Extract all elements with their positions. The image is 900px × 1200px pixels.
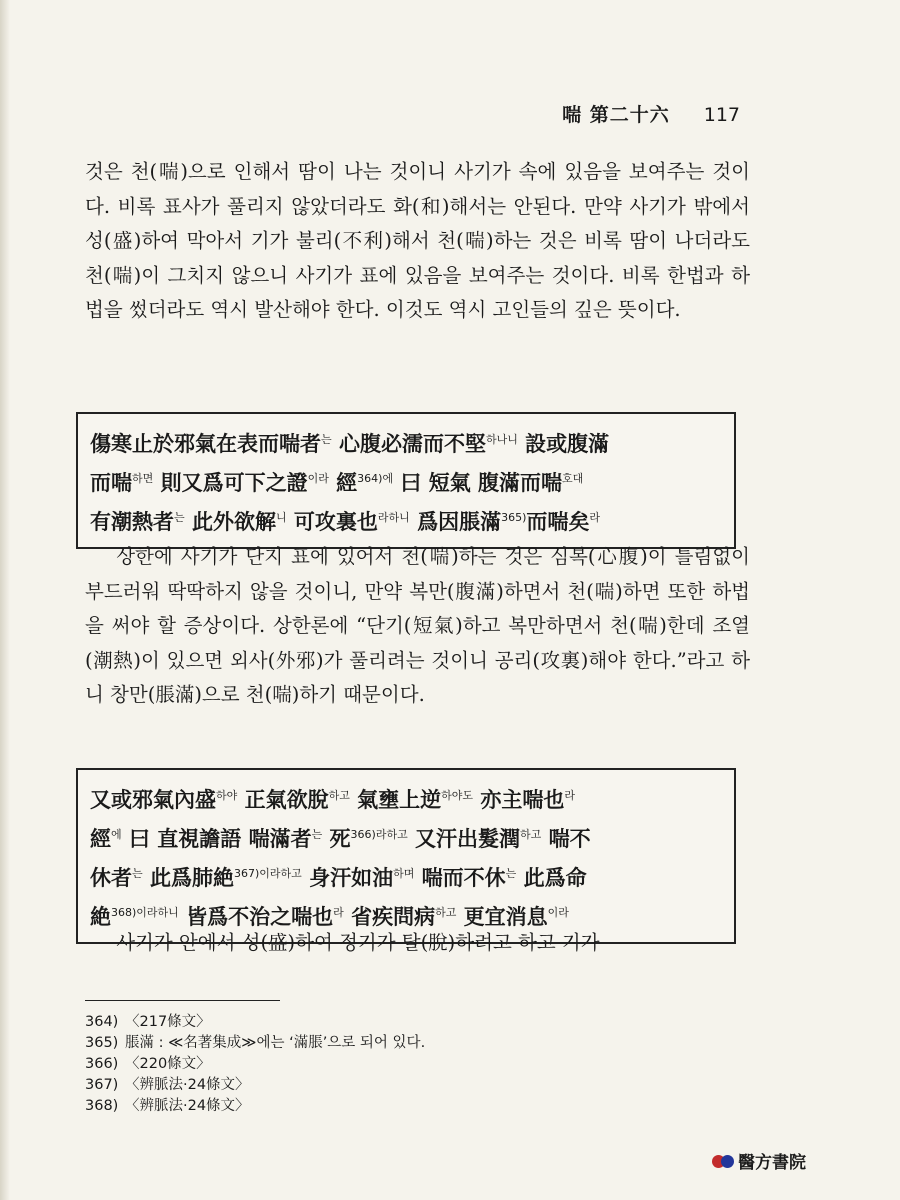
reading-suffix: 라하니 <box>377 511 410 524</box>
reading-suffix: 는 <box>311 828 323 841</box>
hanja-text: 此爲肺絶 <box>142 865 234 890</box>
hanja-text: 可攻裏也 <box>286 509 378 534</box>
hanja-text: 正氣欲脫 <box>237 787 329 812</box>
classical-text-line <box>90 856 722 895</box>
reading-suffix: 하고 <box>328 789 350 802</box>
classical-text-box-1 <box>76 412 736 549</box>
classical-text-line <box>90 422 722 461</box>
classical-text-line <box>90 778 722 817</box>
hanja-text: 爲因脹滿 <box>409 509 502 534</box>
footnote-item <box>85 1096 685 1117</box>
reading-suffix: 라 <box>564 789 575 802</box>
footnote-item <box>85 1075 685 1096</box>
hanja-text: 曰 短氣 腹滿而喘 <box>393 470 563 495</box>
hanja-text: 死 <box>322 826 351 851</box>
running-header <box>562 100 740 127</box>
reading-suffix: 하면 <box>132 472 154 485</box>
publisher-logo <box>712 1148 806 1173</box>
footnote-item <box>85 1054 685 1075</box>
hanja-text: 經 <box>90 826 111 851</box>
reading-suffix: 366) <box>350 828 376 841</box>
reading-suffix: 하며 <box>393 867 415 880</box>
hanja-text: 省疾問病 <box>343 904 436 929</box>
footnote-number: 367) <box>85 1077 119 1093</box>
hanja-text: 喘而不休 <box>414 865 506 890</box>
reading-suffix: 이라하니 <box>136 906 179 919</box>
footnote-number: 366) <box>85 1056 119 1072</box>
footnote-text: 〈辨脈法·24條文〉 <box>125 1077 250 1093</box>
page-number: 117 <box>703 104 740 126</box>
reading-suffix: 에 <box>382 472 394 485</box>
reading-suffix: 하고 <box>520 828 542 841</box>
reading-suffix: 호대 <box>562 472 584 485</box>
hanja-text: 氣壅上逆 <box>349 787 442 812</box>
reading-suffix: 는 <box>174 511 185 524</box>
reading-suffix: 367) <box>233 867 260 880</box>
footnote-number: 368) <box>85 1098 119 1114</box>
hanja-text: 休者 <box>90 865 132 890</box>
hanja-text: 皆爲不治之喘也 <box>178 904 334 929</box>
footnote-rule <box>85 1000 280 1001</box>
publisher-name: 醫方書院 <box>738 1153 806 1173</box>
reading-suffix: 하야 <box>216 789 238 802</box>
classical-text-line <box>90 817 722 856</box>
reading-suffix: 라 <box>589 511 601 524</box>
reading-suffix: 이라 <box>547 906 569 919</box>
footnote-item <box>85 1012 685 1033</box>
reading-suffix: 이라 <box>307 472 329 485</box>
logo-mark-icon <box>712 1153 736 1169</box>
hanja-text: 則又爲可下之證 <box>153 470 308 495</box>
footnote-text: 〈217條文〉 <box>125 1014 211 1030</box>
classical-text-line <box>90 461 722 500</box>
reading-suffix: 는 <box>505 867 517 880</box>
hanja-text: 絶 <box>90 904 111 929</box>
reading-suffix: 368) <box>111 906 137 919</box>
hanja-text: 曰 直視譫語 喘滿者 <box>121 826 312 851</box>
reading-suffix: 하나니 <box>485 433 518 446</box>
reading-suffix: 에 <box>111 828 122 841</box>
footnotes <box>85 1012 685 1117</box>
classical-text-box-2 <box>76 768 736 944</box>
hanja-text: 心腹必濡而不堅 <box>331 431 486 456</box>
footnote-number: 364) <box>85 1014 119 1030</box>
reading-suffix: 라하고 <box>375 828 408 841</box>
reading-suffix: 365) <box>501 511 527 524</box>
hanja-text: 而喘矣 <box>526 509 590 534</box>
footnote-number: 365) <box>85 1035 119 1051</box>
paragraph-3: 사기가 안에서 성(盛)하여 정기가 탈(脫)하려고 하고 기가 <box>116 931 600 954</box>
reading-suffix: 는 <box>132 867 143 880</box>
chapter-title: 喘 第二十六 <box>562 104 670 126</box>
hanja-text: 更宜消息 <box>456 904 548 929</box>
hanja-text: 有潮熱者 <box>90 509 174 534</box>
footnote-text: 〈220條文〉 <box>125 1056 211 1072</box>
reading-suffix: 는 <box>321 433 332 446</box>
classical-text-line <box>90 500 722 539</box>
hanja-text: 傷寒止於邪氣在表而喘者 <box>90 431 321 456</box>
hanja-text: 又或邪氣內盛 <box>90 787 216 812</box>
hanja-text: 身汗如油 <box>301 865 394 890</box>
reading-suffix: 하야도 <box>441 789 474 802</box>
reading-suffix: 라 <box>333 906 344 919</box>
reading-suffix: 니 <box>275 511 287 524</box>
hanja-text: 喘不 <box>541 826 591 851</box>
hanja-text: 此爲命 <box>516 865 587 890</box>
footnote-text: 〈辨脈法·24條文〉 <box>125 1098 250 1114</box>
hanja-text: 經 <box>328 470 358 495</box>
page-edge <box>0 0 10 1200</box>
hanja-text: 亦主喘也 <box>473 787 565 812</box>
reading-suffix: 이라하고 <box>259 867 302 880</box>
reading-suffix: 364) <box>357 472 383 485</box>
footnote-text: 脹滿 : ≪名著集成≫에는 ‘滿脹’으로 되어 있다. <box>125 1035 426 1051</box>
hanja-text: 又汗出髮潤 <box>407 826 521 851</box>
reading-suffix: 하고 <box>435 906 457 919</box>
hanja-text: 此外欲解 <box>184 509 276 534</box>
paragraph-1: 것은 천(喘)으로 인해서 땀이 나는 것이니 사기가 속에 있음을 보여주는 것이다. 비록 표사가 풀리지 않았더라도 화(和)해서는 안된다. 만약 사기가 밖에서 성(盛)하여 막아서 기가 불리(不利)해서 천(喘)하는 것은 비록 땀이 나더라도 천(喘)이 그치지 않으니 사기가 표에 있음을 보여주는 것이다. 비록 한법과 하법을 썼더라도 역시 발산해야 한다. 이것도 역시 고인들의 깊은 뜻이다. <box>85 160 750 322</box>
footnote-item <box>85 1033 685 1054</box>
hanja-text: 設或腹滿 <box>517 431 610 456</box>
hanja-text: 而喘 <box>90 470 132 495</box>
paragraph-2: 상한에 사기가 단지 표에 있어서 천(喘)하는 것은 심복(心腹)이 틀림없이 부드러워 딱딱하지 않을 것이니, 만약 복만(腹滿)하면서 천(喘)하면 또한 하법을 써야 할 증상이다. 상한론에 “단기(短氣)하고 복만하면서 천(喘)한데 조열(潮熱)이 있으면 외사(外邪)가 풀리려는 것이니 공리(攻裏)해야 한다.”라고 하니 창만(脹滿)으로 천(喘)하기 때문이다. <box>85 545 750 707</box>
